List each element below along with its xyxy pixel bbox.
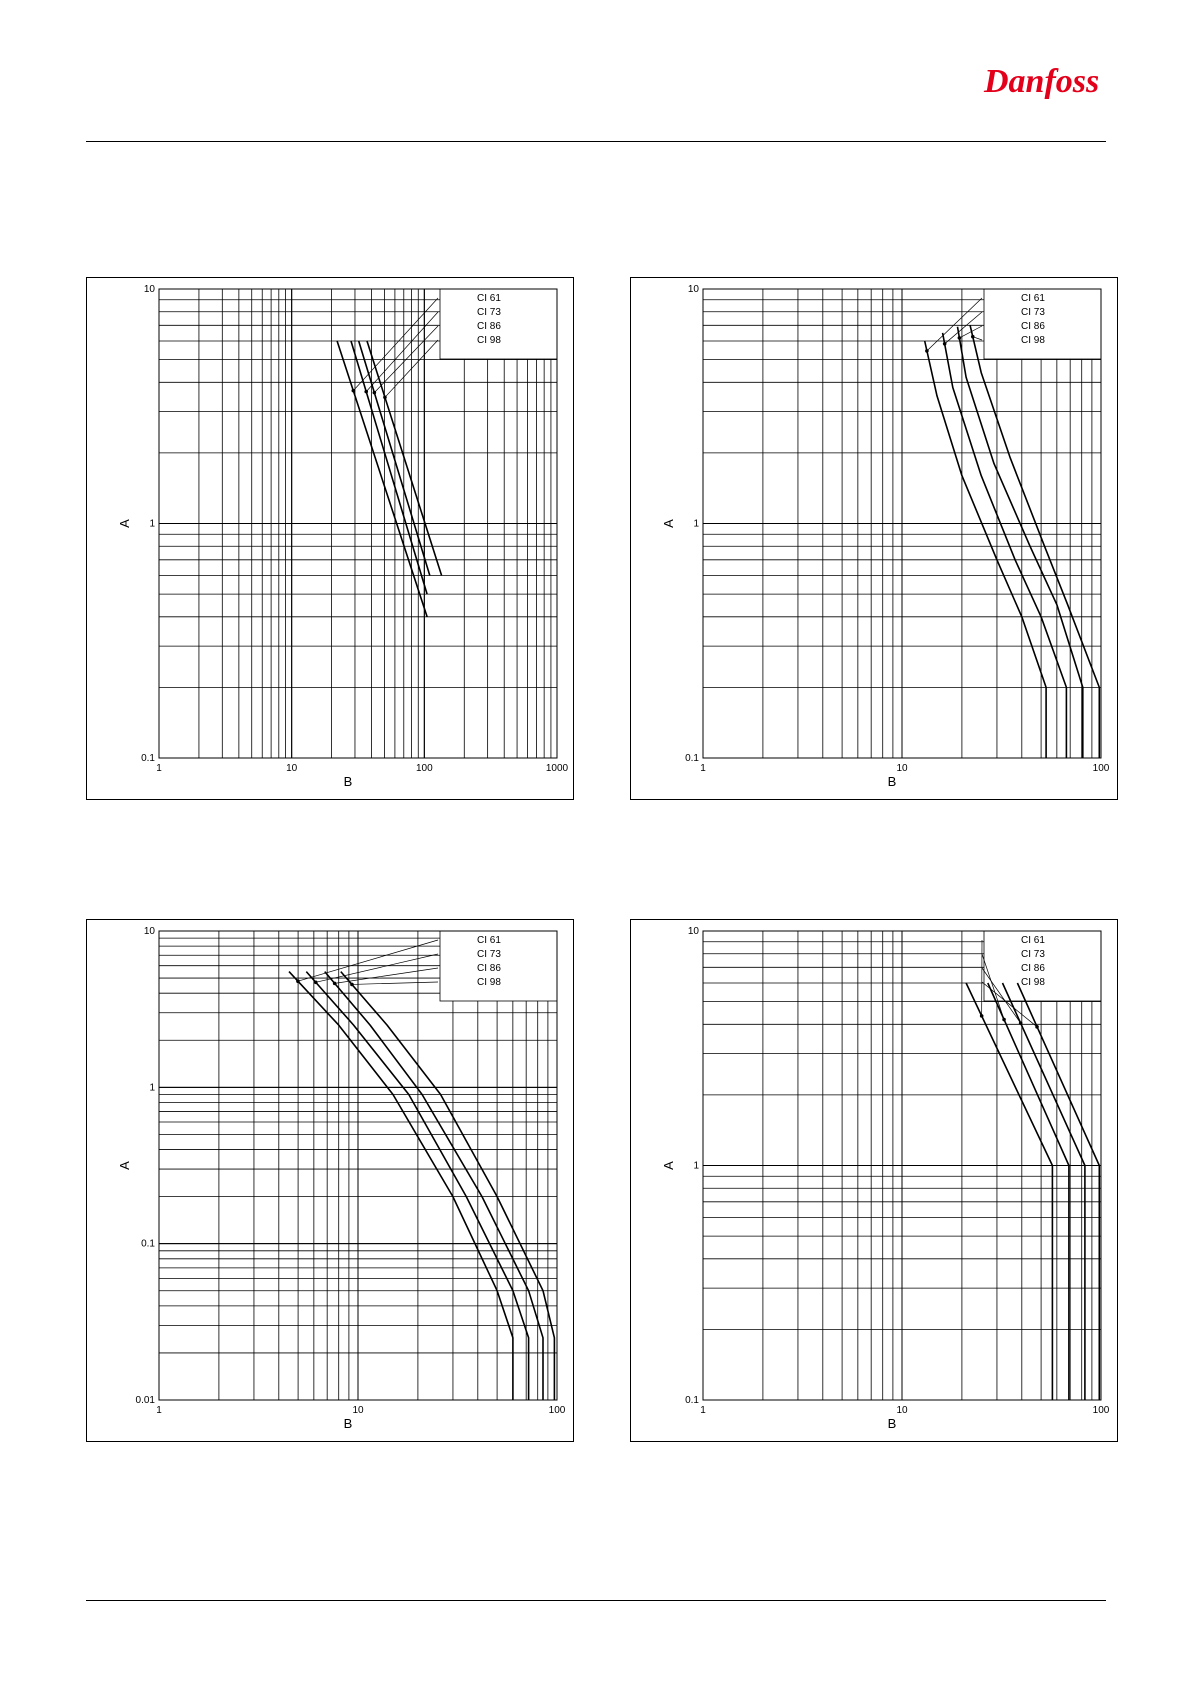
- series-line-ci-86: [958, 327, 1083, 758]
- x-tick-label: 100: [1092, 1405, 1110, 1416]
- series-line-ci-61: [289, 972, 513, 1400]
- x-axis-label: B: [343, 774, 353, 789]
- legend-leader: [945, 312, 982, 344]
- header-rule: [86, 141, 1106, 142]
- legend-leader-dot: [1035, 1025, 1039, 1029]
- series-line-ci-61: [966, 983, 1052, 1400]
- legend-entry: CI 73: [477, 949, 501, 960]
- legend-leader-dot: [350, 983, 354, 987]
- x-axis-label: B: [343, 1416, 353, 1431]
- legend-leader-dot: [958, 336, 962, 340]
- footer-rule: [86, 1600, 1106, 1601]
- legend-leader: [352, 982, 438, 984]
- legend-entry: CI 98: [477, 335, 501, 346]
- legend-entry: CI 61: [1021, 935, 1045, 946]
- chart-panel-1: [86, 277, 574, 800]
- legend-entry: CI 73: [1021, 307, 1045, 318]
- y-tick-label: 1: [693, 518, 699, 530]
- legend-entry: CI 61: [477, 935, 501, 946]
- y-tick-label: 0.1: [685, 753, 699, 764]
- legend-leader-dot: [383, 396, 387, 400]
- chart-svg: [87, 278, 573, 799]
- chart-panel-2: [630, 277, 1118, 800]
- y-tick-label: 0.1: [685, 1395, 699, 1406]
- x-tick-label: 100: [1092, 763, 1110, 774]
- y-tick-label: 10: [143, 284, 155, 295]
- legend-leader-dot: [1002, 1018, 1006, 1022]
- series-line-ci-86: [359, 341, 430, 576]
- x-tick-label: 1: [700, 763, 706, 774]
- legend-leader-dot: [1019, 1021, 1023, 1025]
- legend-entry: CI 86: [477, 963, 501, 974]
- y-tick-label: 10: [687, 284, 699, 295]
- x-tick-label: 1000: [545, 763, 569, 774]
- y-axis-label: A: [661, 1161, 676, 1170]
- legend-entry: CI 61: [1021, 293, 1045, 304]
- y-tick-label: 0.1: [141, 753, 155, 764]
- y-tick-label: 0.1: [141, 1238, 155, 1250]
- x-tick-label: 1: [700, 1405, 706, 1416]
- x-tick-label: 1: [156, 1405, 162, 1416]
- legend-entry: CI 86: [1021, 321, 1045, 332]
- legend-leader-dot: [373, 391, 377, 395]
- y-tick-label: 1: [149, 518, 155, 530]
- legend-leader: [335, 968, 438, 983]
- legend-entry: CI 73: [1021, 949, 1045, 960]
- series-line-ci-98: [341, 972, 555, 1400]
- x-tick-label: 10: [896, 1405, 908, 1416]
- chart-panel-3: [86, 919, 574, 1442]
- legend-leader-dot: [925, 349, 929, 353]
- y-tick-label: 10: [687, 926, 699, 937]
- x-axis-label: B: [887, 1416, 897, 1431]
- y-axis-label: A: [661, 519, 676, 528]
- legend-entry: CI 61: [477, 293, 501, 304]
- legend-leader-dot: [352, 389, 356, 393]
- series-line-ci-73: [351, 341, 427, 594]
- legend-leader-dot: [364, 390, 368, 394]
- chart-svg: [631, 920, 1117, 1441]
- x-tick-label: 10: [896, 763, 908, 774]
- legend-leader-dot: [943, 342, 947, 346]
- legend-entry: CI 86: [1021, 963, 1045, 974]
- chart-svg: [87, 920, 573, 1441]
- legend-entry: CI 98: [1021, 335, 1045, 346]
- series-line-ci-98: [1017, 983, 1099, 1400]
- x-axis-label: B: [887, 774, 897, 789]
- y-tick-label: 10: [143, 926, 155, 937]
- legend-leader-dot: [971, 335, 975, 339]
- y-axis-label: A: [117, 1161, 132, 1170]
- legend-leader-dot: [333, 982, 337, 986]
- legend-entry: CI 73: [477, 307, 501, 318]
- legend-leader-dot: [980, 1014, 984, 1018]
- danfoss-logo-text: Danfoss: [984, 63, 1098, 100]
- legend-leader-dot: [314, 980, 318, 984]
- legend-leader-dot: [296, 979, 300, 983]
- legend-entry: CI 86: [477, 321, 501, 332]
- series-line-ci-61: [925, 341, 1046, 758]
- series-line-ci-86: [325, 972, 543, 1400]
- x-tick-label: 100: [415, 763, 433, 774]
- series-line-ci-73: [943, 333, 1067, 758]
- x-tick-label: 10: [352, 1405, 364, 1416]
- series-line-ci-73: [306, 972, 528, 1400]
- x-tick-label: 100: [548, 1405, 566, 1416]
- y-tick-label: 0.01: [135, 1395, 155, 1406]
- legend-entry: CI 98: [1021, 977, 1045, 988]
- y-tick-label: 1: [149, 1082, 155, 1094]
- danfoss-logo: [980, 52, 1098, 110]
- y-axis-label: A: [117, 519, 132, 528]
- chart-svg: [631, 278, 1117, 799]
- chart-panel-4: [630, 919, 1118, 1442]
- y-tick-label: 1: [693, 1160, 699, 1172]
- legend-entry: CI 98: [477, 977, 501, 988]
- x-tick-label: 1: [156, 763, 162, 774]
- x-tick-label: 10: [286, 763, 298, 774]
